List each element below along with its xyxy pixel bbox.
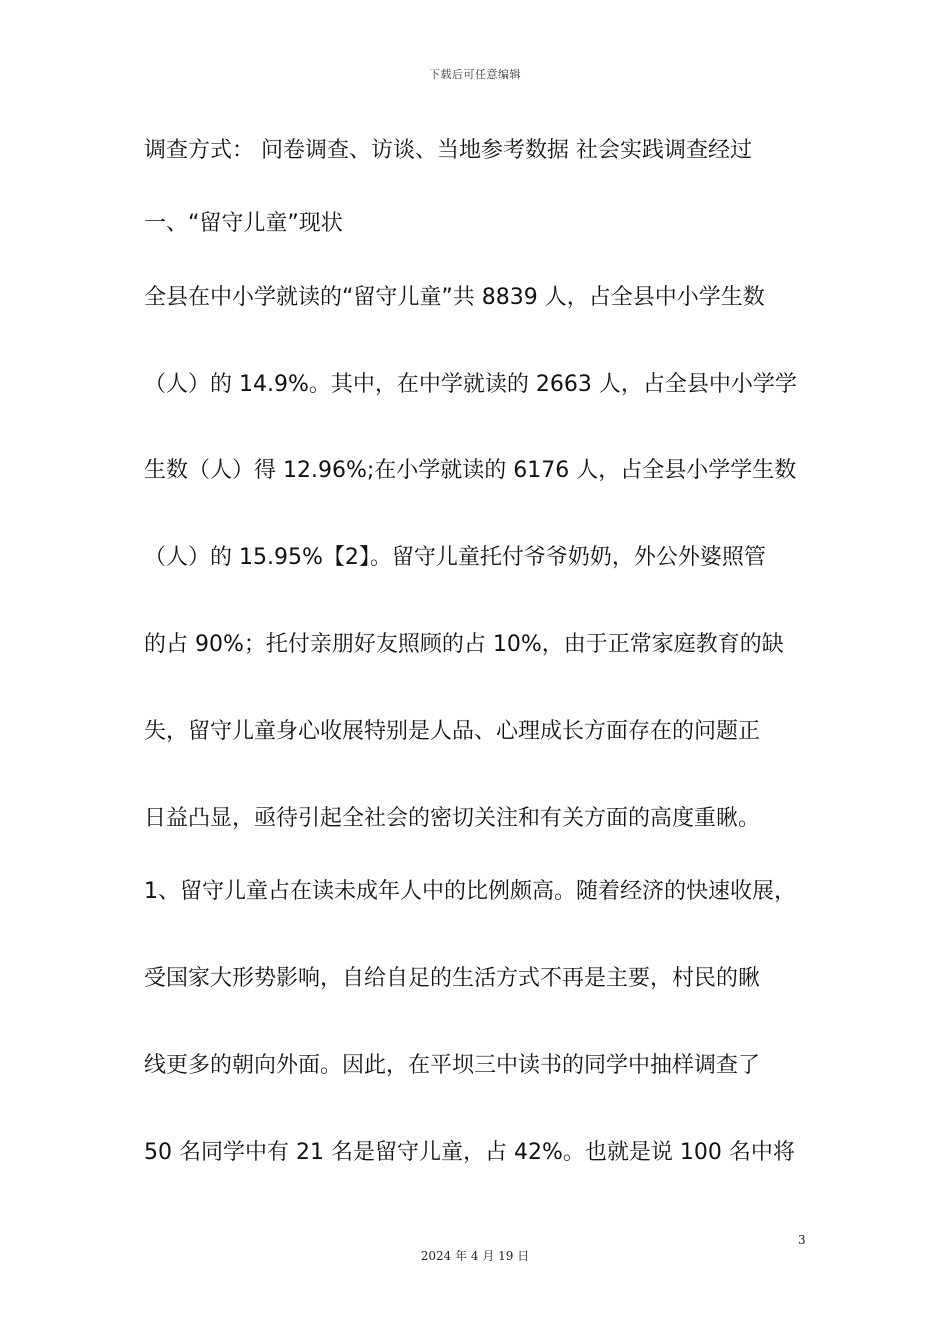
text-line: （人）的 14.9%。其中，在中学就读的 2663 人，占全县中小学学	[144, 372, 797, 397]
text-line: 50 名同学中有 21 名是留守儿童，占 42%。也就是说 100 名中将	[144, 1140, 795, 1165]
text-line-survey-method: 调查方式： 问卷调查、访谈、当地参考数据 社会实践调查经过	[144, 138, 752, 163]
text-line: 1、留守儿童占在读未成年人中的比例颇高。随着经济的快速收展，	[144, 879, 796, 904]
page-header: 下载后可任意编辑	[429, 68, 521, 81]
text-line: 全县在中小学就读的“留守儿童”共 8839 人，占全县中小学生数	[144, 285, 765, 310]
text-line: 线更多的朝向外面。因此，在平坝三中读书的同学中抽样调查了	[144, 1053, 761, 1078]
text-line: 生数（人）得 12.96%;在小学就读的 6176 人，占全县小学学生数	[144, 458, 797, 483]
text-line: 日益凸显，亟待引起全社会的密切关注和有关方面的高度重瞅。	[144, 806, 761, 831]
section-heading-status: 一、“留守儿童”现状	[144, 211, 343, 236]
text-line: 的占 90%；托付亲朋好友照顾的占 10%，由于正常家庭教育的缺	[144, 632, 784, 657]
text-line: （人）的 15.95%【2】。留守儿童托付爷爷奶奶，外公外婆照管	[144, 545, 766, 570]
footer-date: 2024 年 4 月 19 日	[420, 1249, 530, 1263]
page-number: 3	[798, 1233, 806, 1247]
text-line: 失，留守儿童身心收展特别是人品、心理成长方面存在的问题正	[144, 719, 761, 744]
text-line: 受国家大形势影响，自给自足的生活方式不再是主要，村民的瞅	[144, 966, 761, 991]
